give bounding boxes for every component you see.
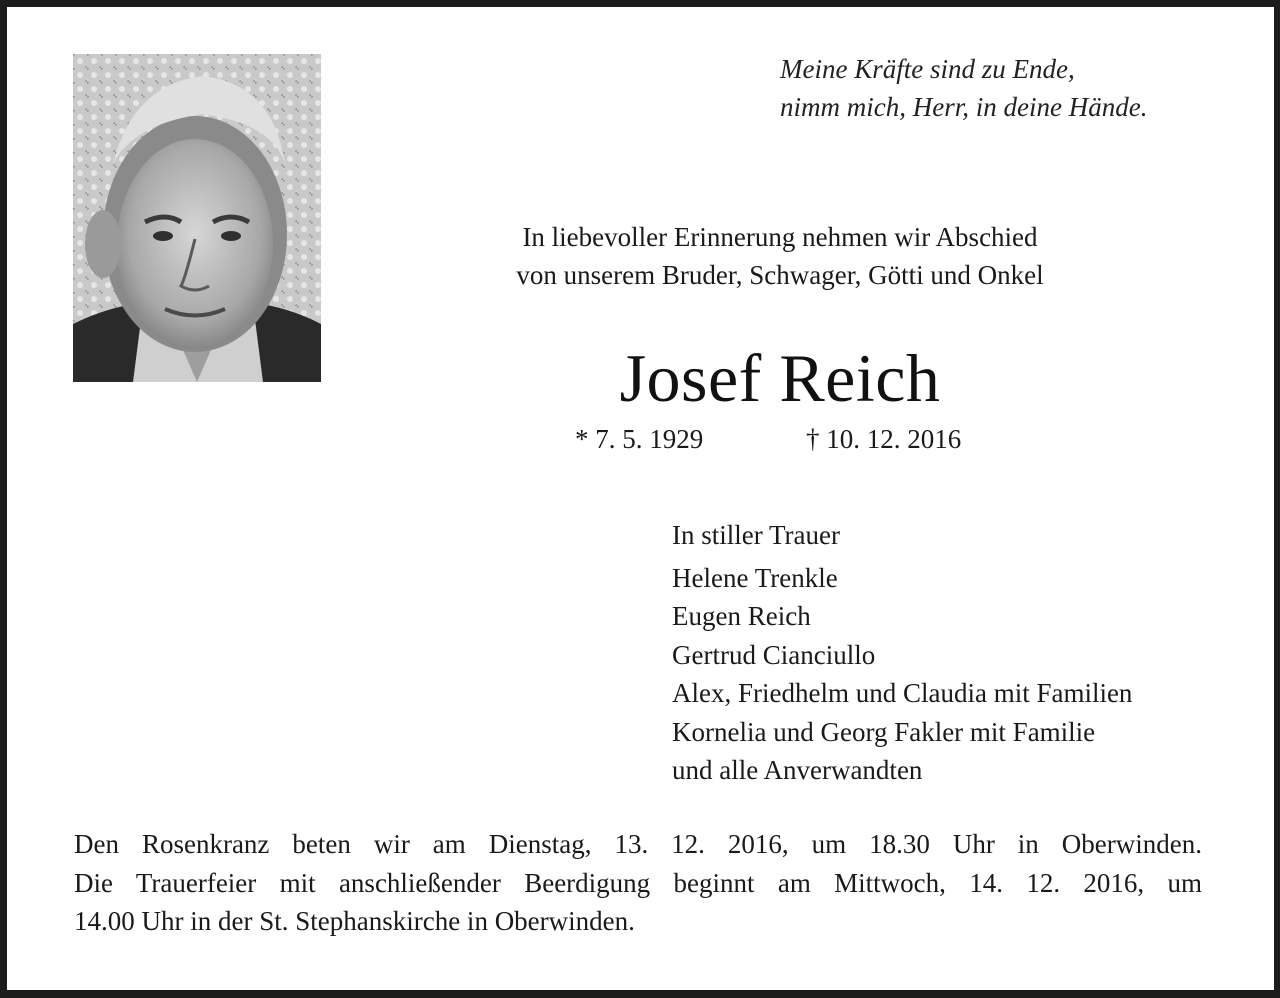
verse-line: Meine Kräfte sind zu Ende, (780, 54, 1075, 84)
mourner-name: Gertrud Cianciullo (672, 639, 876, 670)
service-line: Den Rosenkranz beten wir am Dienstag, 13. 12. 2016, um 18.30 Uhr in Oberwinden. (74, 829, 1202, 859)
service-info (74, 825, 1202, 941)
verse-line: nimm mich, Herr, in deine Hände. (780, 92, 1148, 122)
intro-line: In liebevoller Erinnerung nehmen wir Abschied (522, 222, 1038, 252)
birth-date: * 7. 5. 1929 (575, 424, 704, 454)
deceased-name: Josef Reich (619, 340, 941, 416)
service-line: 14.00 Uhr in der St. Stephanskirche in Oberwinden. (74, 906, 635, 936)
mourners-list (672, 516, 1132, 790)
mourner-name: Eugen Reich (672, 601, 811, 631)
death-date: † 10. 12. 2016 (806, 424, 962, 454)
verse (780, 50, 1147, 126)
portrait-photo (73, 54, 321, 382)
mourner-name: Alex, Friedhelm und Claudia mit Familien (672, 678, 1133, 708)
service-line: Die Trauerfeier mit anschließender Beerdigung beginnt am Mittwoch, 14. 12. 2016, um (74, 867, 1202, 898)
mourner-name: Kornelia und Georg Fakler mit Familie (672, 716, 1096, 747)
intro-text (440, 218, 1120, 294)
mourner-name: und alle Anverwandten (672, 755, 923, 785)
mourners-heading: In stiller Trauer (672, 520, 840, 550)
mourner-name: Helene Trenkle (672, 562, 838, 593)
intro-line: von unserem Bruder, Schwager, Götti und Onkel (516, 260, 1044, 290)
